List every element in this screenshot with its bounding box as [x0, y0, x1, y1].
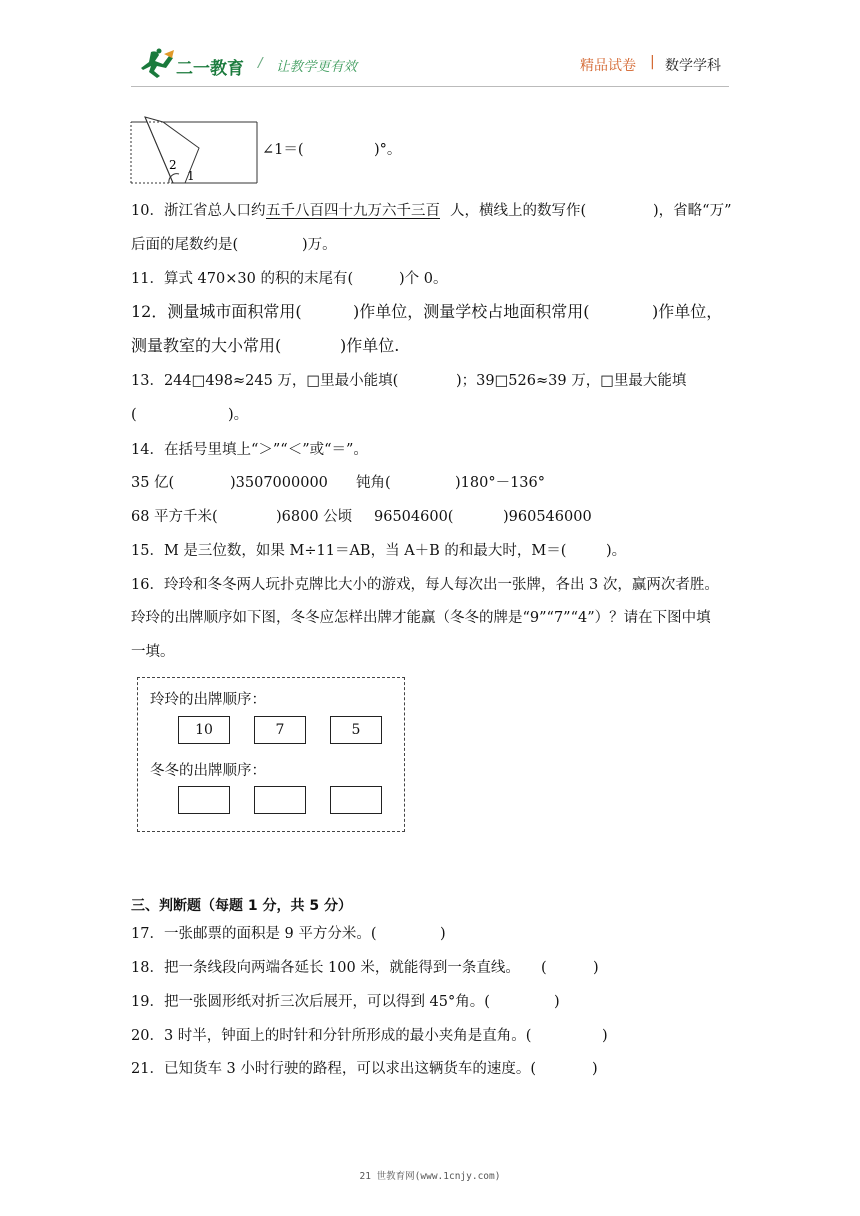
section-3-title: 三、判断题（每题 1 分，共 5 分） [131, 898, 352, 914]
angle1-answer-suffix: )°。 [374, 142, 402, 158]
q10-line2-a: 后面的尾数约是( [131, 237, 239, 253]
folded-paper-figure [129, 110, 263, 188]
q14-r1d: )180°－136° [455, 475, 546, 491]
q14-r1a: 35 亿( [131, 475, 175, 491]
q10-text-b: 人，横线上的数写作( [450, 203, 587, 219]
q16-line1: 16．玲玲和冬冬两人玩扑克牌比大小的游戏，每人每次出一张牌，各出 3 次，赢两次者胜。 [131, 577, 719, 593]
q11-text-a: 11．算式 470×30 的积的末尾有( [131, 271, 354, 287]
q16-line3: 一填。 [131, 644, 175, 660]
dongdong-card-slot-3[interactable] [330, 786, 382, 814]
angle-2-label: 2 [169, 158, 177, 172]
q10-text-a: 10．浙江省总人口约 [131, 203, 266, 219]
q14-r2a: 68 平方千米( [131, 509, 218, 525]
q19-paren: ) [554, 994, 560, 1010]
lingling-card-1: 10 [178, 716, 230, 744]
q16-line2: 玲玲的出牌顺序如下图，冬冬应怎样出牌才能赢（冬冬的牌是“9”“7”“4”）？请在下图中填 [131, 610, 711, 626]
q14-r2d: )960546000 [503, 509, 592, 525]
q18-paren-close: ) [593, 960, 599, 976]
q14-r2c: 96504600( [374, 509, 454, 525]
q20-text: 20．3 时半，钟面上的时针和分针所形成的最小夹角是直角。( [131, 1028, 532, 1044]
q15-text-a: 15．M 是三位数，如果 M÷11＝AB，当 A＋B 的和最大时，M＝( [131, 543, 567, 559]
q13-text-d: )。 [228, 407, 249, 423]
q12-text-a: 12．测量城市面积常用( [131, 302, 302, 321]
q18-text: 18．把一条线段向两端各延长 100 米，就能得到一条直线。 [131, 960, 520, 976]
q13-text-c: ( [131, 407, 137, 423]
q11-text-b: )个 0。 [399, 271, 448, 287]
q17-text: 17．一张邮票的面积是 9 平方分米。( [131, 926, 377, 942]
header-separator: | [650, 54, 655, 70]
q13-text-a: 13．244□498≈245 万，□里最小能填( [131, 373, 399, 389]
slogan-divider: / [258, 55, 263, 71]
q13-text-b: )；39□526≈39 万，□里最大能填 [456, 373, 687, 389]
dongdong-order-title: 冬冬的出牌顺序： [150, 763, 266, 779]
q20-paren: ) [602, 1028, 608, 1044]
q10-text-c: )，省略“万” [653, 203, 732, 219]
q14-r1c: 钝角( [356, 475, 391, 491]
premium-paper-label: 精品试卷 [580, 58, 636, 74]
q14-r2b: )6800 公顷 [276, 509, 353, 525]
lingling-card-2: 7 [254, 716, 306, 744]
q10-underlined-number: 五千八百四十九万六千三百 [266, 203, 440, 219]
q10-line2-b: )万。 [302, 237, 337, 253]
q14-r1b: )3507000000 [230, 475, 328, 491]
q12-text-b: )作单位，测量学校占地面积常用( [353, 302, 590, 321]
dongdong-card-slot-1[interactable] [178, 786, 230, 814]
angle1-answer-prefix: ∠1＝( [262, 142, 304, 158]
subject-label: 数学学科 [665, 58, 721, 74]
dongdong-card-slot-2[interactable] [254, 786, 306, 814]
q18-paren-open: ( [541, 960, 547, 976]
slogan: 让教学更有效 [276, 59, 357, 75]
q15-text-b: )。 [606, 543, 627, 559]
runner-logo-icon [137, 48, 177, 78]
logo-text: 二一教育 [176, 59, 244, 79]
lingling-card-3: 5 [330, 716, 382, 744]
q14-title: 14．在括号里填上“＞”“＜”或“＝”。 [131, 442, 368, 458]
q12-text-c: )作单位， [652, 302, 723, 321]
q12-text-e: )作单位. [340, 336, 400, 355]
footer: 21 世教育网(www.1cnjy.com) [359, 1171, 501, 1182]
q19-text: 19．把一张圆形纸对折三次后展开，可以得到 45°角。( [131, 994, 490, 1010]
angle-1-label: 1 [187, 169, 195, 183]
header-divider [131, 86, 729, 87]
q21-paren: ) [592, 1061, 598, 1077]
lingling-order-title: 玲玲的出牌顺序： [150, 692, 266, 708]
q21-text: 21．已知货车 3 小时行驶的路程，可以求出这辆货车的速度。( [131, 1061, 537, 1077]
q17-paren: ) [440, 926, 446, 942]
q12-text-d: 测量教室的大小常用( [131, 336, 282, 355]
